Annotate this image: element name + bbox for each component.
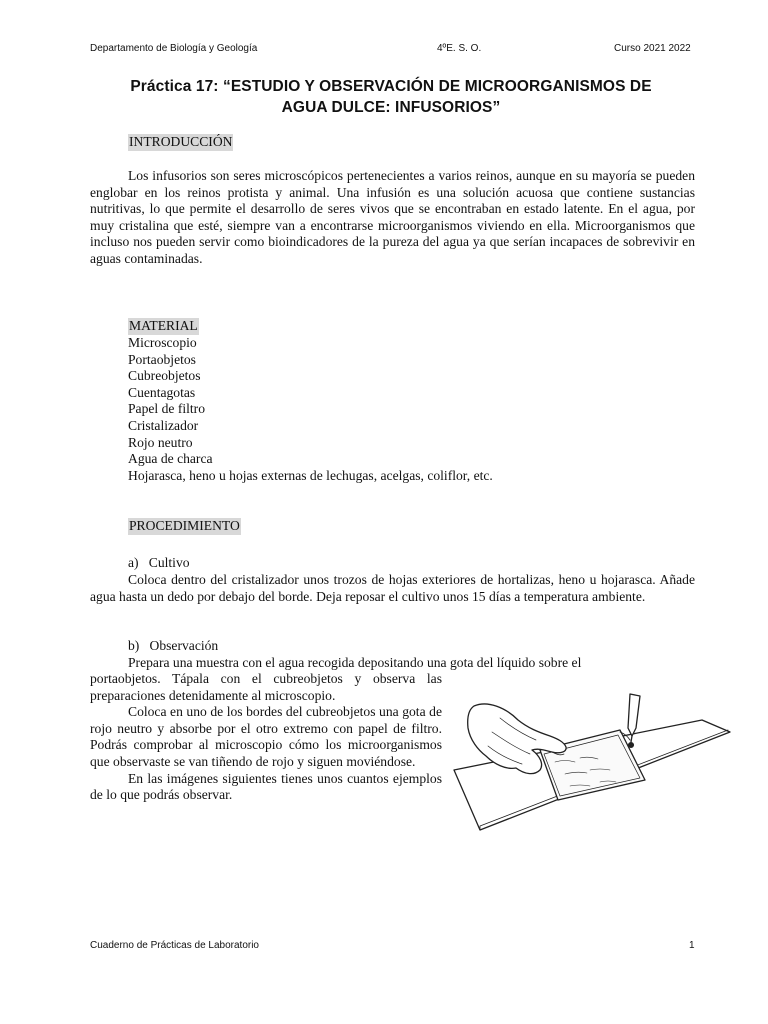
title-line-1: Práctica 17: “ESTUDIO Y OBSERVACIÓN DE MICROORGANISMOS DE <box>130 78 652 95</box>
footer-notebook-title: Cuaderno de Prácticas de Laboratorio <box>90 940 259 951</box>
material-item: Cubreobjetos <box>128 368 201 384</box>
cultivo-text: Coloca dentro del cristalizador unos trozos de hojas exteriores de hortalizas, heno u hojarasca. Añade agua hasta un dedo por debajo del borde. Deja reposar el cultivo unos 15 días a temperatura ambiente. <box>90 572 695 604</box>
step-label-observacion: b) Observación <box>128 638 219 653</box>
material-item: Microscopio <box>128 335 197 350</box>
observacion-paragraphs <box>90 671 442 804</box>
observacion-p3: En las imágenes siguientes tienes unos cuantos ejemplos de lo que podrás observar. <box>90 770 442 803</box>
slide-staining-illustration <box>440 670 740 840</box>
step-label-cultivo: a) Cultivo <box>128 555 190 570</box>
title-line-2: AGUA DULCE: INFUSORIOS” <box>281 99 501 116</box>
introduccion-paragraph <box>90 168 695 268</box>
header-school-year: Curso 2021 2022 <box>614 43 691 54</box>
material-item: Hojarasca, heno u hojas externas de lechugas, acelgas, coliflor, etc. <box>128 467 493 483</box>
observacion-p1: portaobjetos. Tápala con el cubreobjetos y observa las preparaciones detenidamente al microscopio. <box>90 671 442 703</box>
section-heading-procedimiento: PROCEDIMIENTO <box>129 518 240 533</box>
section-heading-introduccion: INTRODUCCIÓN <box>129 134 233 149</box>
observacion-first-line-text: Prepara una muestra con el agua recogida depositando una gota del líquido sobre el <box>128 655 582 670</box>
material-list <box>128 335 493 484</box>
introduccion-text: Los infusorios son seres microscópicos pertenecientes a varios reinos, aunque en su mayoría se pueden englobar en los reinos protista y animal. Una infusión es una solución acuosa que contiene sustancias nutritivas, lo que permite el desarrollo de seres vivos que se encontraban en estado latente. En el agua, por muy cristalina que esté, siempre van a encontrarse microorganismos viviendo en ella. Microorganismos que incluso nos pueden servir como bioindicadores de la pureza del agua ya que serían incapaces de sobrevivir en aguas contaminadas. <box>90 168 695 266</box>
header-department: Departamento de Biología y Geología <box>90 43 258 54</box>
section-heading-material: MATERIAL <box>129 318 198 333</box>
material-item: Rojo neutro <box>128 434 193 450</box>
material-item: Cuentagotas <box>128 384 196 400</box>
page-title <box>96 76 686 118</box>
material-item: Cristalizador <box>128 417 199 433</box>
cultivo-paragraph <box>90 572 695 605</box>
header-course-level: 4ºE. S. O. <box>437 43 482 54</box>
dropper-outline <box>628 694 640 736</box>
material-item: Portaobjetos <box>128 351 196 367</box>
footer-page-number: 1 <box>689 940 695 951</box>
observacion-p2: Coloca en uno de los bordes del cubreobjetos una gota de rojo neutro y absorbe por el otro extremo con papel de filtro. Podrás comprobar al microscopio cómo los microorganismos que observaste se van tiñendo de rojo y siguen moviéndose. <box>90 704 442 769</box>
material-item: Agua de charca <box>128 451 213 467</box>
material-item: Papel de filtro <box>128 401 206 417</box>
